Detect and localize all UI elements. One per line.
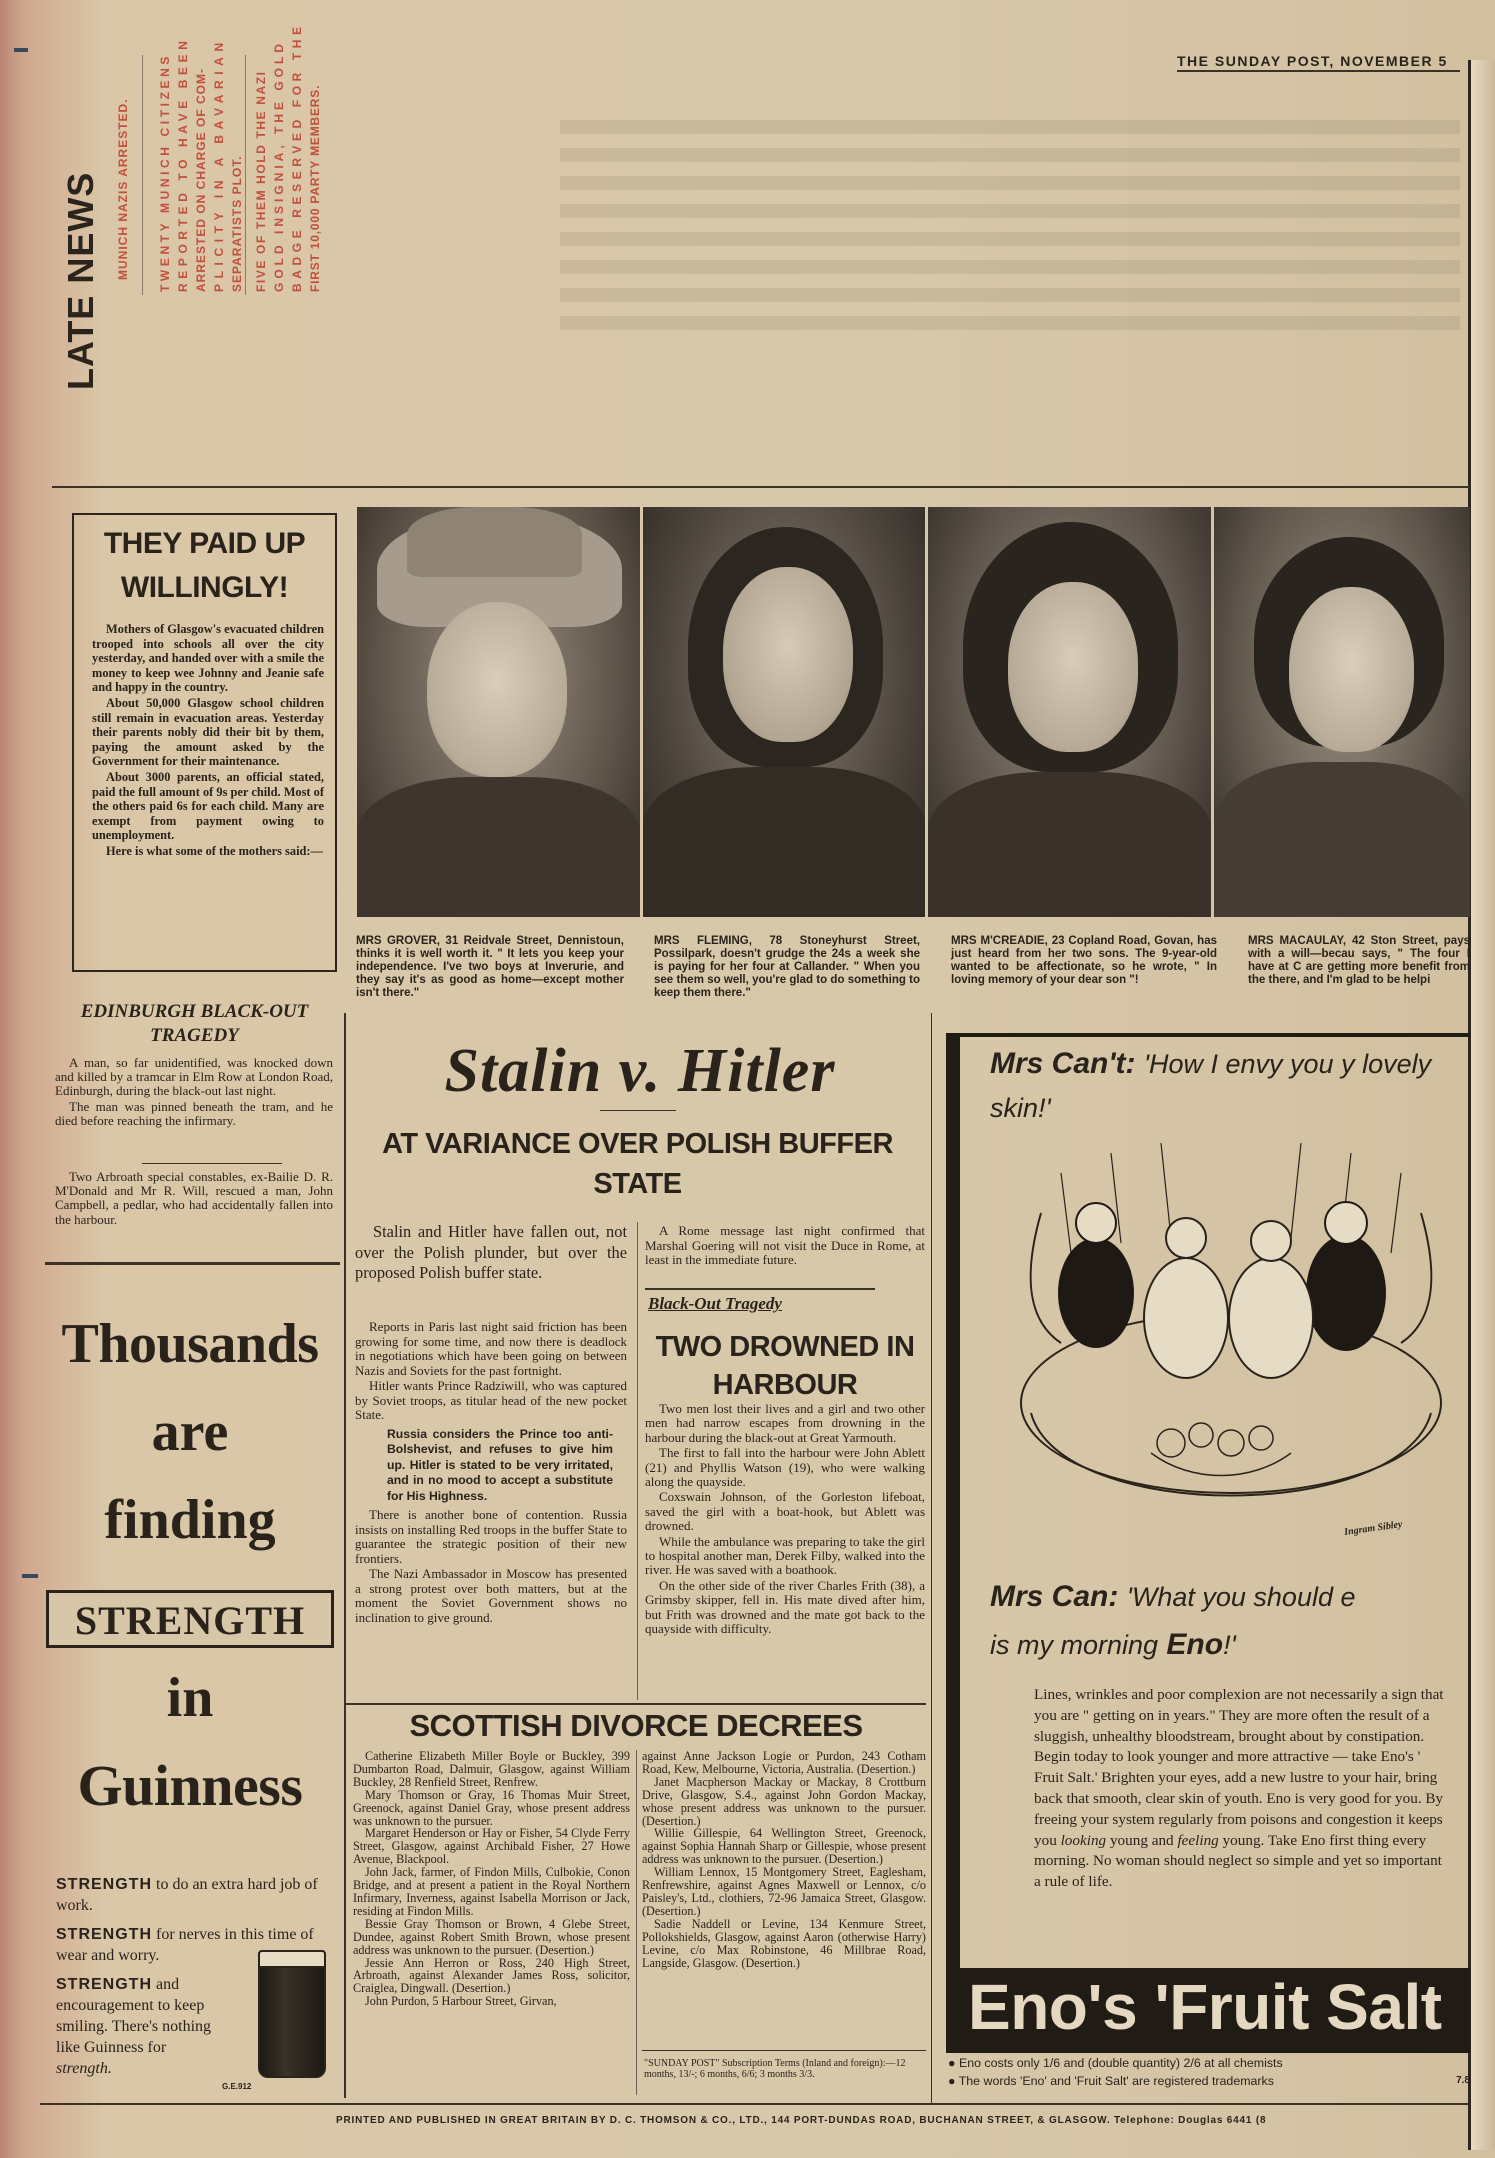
decree: Catherine Elizabeth Miller Boyle or Buckley, 399 Dumbarton Road, Dalmuir, Glasgow, against William Buckley, 28 Renfield Street, Renfrew. [353,1749,630,1789]
strength-text: for nerves in this time of wear and worry. [56,1926,314,1964]
eno-banner [946,1968,1470,2053]
eno-can-quote: is my morning [990,1630,1159,1660]
stalin-subhead [355,1124,920,1204]
running-head-rule [1177,70,1460,72]
strength-box [46,1590,334,1648]
guinness-line: Thousands [61,1313,319,1375]
eno-can-quote: 'What you should e [1126,1582,1356,1612]
headline-rule [600,1110,676,1111]
glass-head [258,1950,326,1968]
paragraph: The Nazi Ambassador in Moscow has presented a strong protest over both matters, but at the moment the Soviet Government shows no inclination to give ground. [355,1566,627,1625]
photo-mrs-fleming [643,507,925,917]
decree: Janet Macpherson Mackay or Mackay, 8 Crottburn Drive, Glasgow, S.4., against John Gordon Mackay, whose present address was unknown to the pursuer. (Desertion.) [642,1774,926,1828]
eno-can-quote: !' [1223,1630,1236,1660]
decree: Willie Gillespie, 64 Wellington Street, Greenock, against Sophia Hannah Sharp or Gillespie, whose present address was unknown to the pursuer. (Desertion.) [642,1826,926,1867]
strength-text-italic: strength. [56,2060,112,2077]
section-rule [52,486,1470,488]
guinness-strength-1 [56,1874,346,1916]
decree: Sadie Naddell or Levine, 134 Kenmure Street, Pollokshields, Glasgow, against Aaron (otherwise Harry) Levine, c/o Max Robinstone, 46 Millbrae Road, Langside, Glasgow. (Desertion.) [642,1916,926,1970]
photo-caption: MRS M'CREADIE, 23 Copland Road, Govan, has just heard from her two sons. The 9-year-old wanted to be affectionate, so he wrote, " In loving memory of your dear son "! [951,935,1217,986]
photo-caption: MRS MACAULAY, 42 Ston Street, pays with a will—becau says, " The four I have at C are getting more benefit from the there, and I'm glad to be helpi [1248,935,1470,986]
eno-can-speaker: Mrs Can: [990,1580,1119,1613]
decree: against Anne Jackson Logie or Purdon, 243 Cotham Road, Kew, Melbourne, Victoria, Australia. (Desertion.) [642,1749,926,1776]
photo-caption: MRS FLEMING, 78 Stoneyhurst Street, Possilpark, doesn't grudge the 24s a week she is paying for her four at Callander. " When you see them so well, you're glad to do something to keep them there." [654,935,920,999]
paragraph: About 50,000 Glasgow school children still remain in evacuation areas. Yesterday their parents nobly did their bit by them, paying the amount asked by the Government for their maintenance. [92,695,324,769]
late-news-line: ARRESTED ON CHARGE OF COM- [194,68,208,292]
eno-illustration [1001,1143,1461,1563]
column-rule [45,1262,340,1265]
paid-up-title-line: THEY PAID UP [103,527,306,560]
photo-mrs-grover [357,507,640,917]
eno-note [948,2054,1470,2090]
strength-key: STRENGTH [56,1976,152,1993]
late-news-line: TWENTY MUNICH CITIZENS [158,53,172,292]
scan-mark [14,48,28,52]
paragraph: A man, so far unidentified, was knocked down and killed by a tramcar in Elm Row at London Road, Edinburgh, during the black-out last night. [55,1055,333,1099]
eno-body-text: young and [1109,1831,1174,1849]
eno-cant-line [990,1042,1470,1130]
eno-body-text: young. Take Eno first thing every morning. No woman should neglect so simple and yet so important a rule of life. [1034,1831,1442,1891]
guinness-line: in [166,1667,214,1729]
left-binding-edge [0,0,22,2158]
guinness-strength-3 [56,1974,226,2079]
column-rule [637,1222,638,1700]
photo-mrs-mcreadie [928,507,1211,917]
eno-code: 7.8 [1456,2075,1470,2086]
bullet-icon: ● [948,2056,956,2070]
eno-body-emph: feeling [1177,1831,1219,1849]
column-rule [344,1013,346,2098]
divorce-col-2 [642,1750,926,1969]
late-news-heading: MUNICH NAZIS ARRESTED. [116,98,130,280]
footer-imprint: PRINTED AND PUBLISHED IN GREAT BRITAIN BY D. C. THOMSON & CO., LTD., 144 PORT-DUNDAS ROAD, BUCHANAN STREET, & GLASGOW. Telephone: Douglas 6441 (8 [336,2115,1267,2126]
edinburgh-body [55,1056,333,1129]
eno-can-quote-eno: Eno [1166,1628,1224,1661]
drowned-headline-line: HARBOUR [712,1369,858,1401]
paragraph: The first to fall into the harbour were John Ablett (21) and Phyllis Watson (19), who were walking along the quayside. [645,1445,925,1490]
photo-mrs-macaulay [1214,507,1470,917]
running-head: THE SUNDAY POST, NOVEMBER 5 [1177,53,1448,69]
eno-border-left [946,1033,960,1968]
eno-note-text: Eno costs only 1/6 and (double quantity) 2/6 at all chemists [958,2056,1283,2070]
decree: William Lennox, 15 Montgomery Street, Eaglesham, Renfrewshire, against Agnes Maxwell or Lennox, c/o Paisley's, Ltd., clothiers, 72-96 Jamaica Street, Glasgow. (Desertion.) [642,1865,926,1918]
late-news-line: PLICITY IN A BAVARIAN [212,37,226,292]
guinness-line: are [151,1401,229,1463]
edinburgh-title [52,1000,337,1048]
divorce-col-1 [353,1750,630,2008]
guinness-ad [40,1290,340,2100]
paragraph-bold: Russia considers the Prince too anti-Bolshevist, and refuses to give him up. Hitler is stated to be very irritated, and in no mood to accept a substitute for His Highness. [387,1426,613,1503]
guinness-line: finding [104,1489,276,1551]
paid-up-title-line: WILLINGLY! [120,571,289,604]
paragraph: Reports in Paris last night said friction has been growing for some time, and now there is deadlock in negotiations which have been going on between Nazis and Soviets for the past fortnight. [355,1319,627,1378]
subscription-terms: "SUNDAY POST" Subscription Terms (Inland and foreign):—12 months, 13/-; 6 months, 6/6; 3 months 3/3. [644,2058,906,2080]
eno-body-emph: looking [1060,1831,1107,1849]
footer-rule [40,2103,1470,2105]
eno-border-top [946,1033,1470,1037]
guinness-code: G.E.912 [222,2082,252,2091]
eno-can-line [990,1573,1470,1669]
late-news-line: BADGE RESERVED FOR THE [290,22,304,292]
eno-cant-speaker: Mrs Can't: [990,1047,1136,1080]
drowned-headline [645,1328,925,1404]
drowned-headline-line: TWO DROWNED IN [655,1331,915,1363]
column-rule [636,1750,637,2095]
eno-note-line [948,2072,1470,2090]
guinness-line: Guinness [77,1753,303,1818]
eno-signature: Ingram Sibley [1343,1518,1404,1539]
paragraph: There is another bone of contention. Russia insists on installing Red troops in the buffer State to guarantee the strategic position of their new frontiers. [355,1507,627,1566]
paragraph: About 3000 parents, an official stated, paid the full amount of 9s per child. Most of the others paid 6s for each child. Many are exempt from payment owing to unemployment. [92,769,324,843]
strength-text: and encouragement to keep smiling. There's nothing like Guinness for [56,1976,212,2056]
eno-note-text: The words 'Eno' and 'Fruit Salt' are registered trademarks [958,2074,1274,2088]
guinness-glass [258,1950,326,2078]
eno-note-line [948,2054,1470,2072]
eno-banner-text: Eno's 'Fruit Salt [968,1971,1442,2043]
section-rule [346,1703,926,1705]
eno-cant-quote: 'How I envy you y lovely skin!' [990,1049,1432,1123]
edinburgh-divider [142,1163,282,1164]
bullet-icon: ● [948,2074,956,2088]
scan-mark [22,1574,38,1578]
drowned-body [645,1402,925,1638]
kicker-rule [645,1288,875,1290]
stalin-subhead-line: STATE [593,1168,682,1200]
stalin-subhead-line: AT VARIANCE OVER POLISH BUFFER [382,1128,893,1160]
paragraph: Two men lost their lives and a girl and two other men had narrow escapes from drowning in the harbour during the black-out at Great Yarmouth. [645,1401,925,1445]
drowned-kicker: Black-Out Tragedy [648,1294,782,1313]
late-news-line: REPORTED TO HAVE BEEN [176,36,190,292]
paragraph: On the other side of the river Charles Frith (38), a Grimsby skipper, fell in. His mate dived after him, but Frith was drowned and the mate got back to the quayside with difficulty. [645,1577,925,1637]
late-news-line: SEPARATISTS PLOT. [230,155,244,292]
decree: John Jack, farmer, of Findon Mills, Culbokie, Conon Bridge, and at present a patient in the Royal Northern Infirmary, Inverness, against Isabella Morrison or Jack, residing at Findon Mills. [353,1865,630,1918]
paragraph: Hitler wants Prince Radziwill, who was captured by Soviet troops, as titular head of the new pocket State. [355,1378,627,1422]
edinburgh-title-line: TRAGEDY [150,1025,239,1046]
paid-up-body [92,622,324,860]
decree: Mary Thomson or Gray, 16 Thomas Muir Street, Greenock, against Daniel Gray, whose present address was unknown to the pursuer. [353,1787,630,1828]
photo-caption: MRS GROVER, 31 Reidvale Street, Dennistoun, thinks it is well worth it. " It lets you keep your independence. I've two boys at Inverurie, and they say it's as good as home—except mother isn't there." [356,935,624,999]
decree: Margaret Henderson or Hay or Fisher, 54 Clyde Ferry Street, Glasgow, against Archibald Fisher, 27 Howe Avenue, Blackpool. [353,1826,630,1867]
paid-up-title [72,522,337,610]
late-news-line: FIRST 10,000 PARTY MEMBERS. [308,84,322,292]
subscription-rule [642,2050,926,2051]
late-news-divider [245,55,246,295]
edinburgh-title-line: EDINBURGH BLACK-OUT [80,1001,309,1022]
column-rule [931,1013,932,2103]
faded-bleed-through [560,110,1460,330]
decree: John Purdon, 5 Harbour Street, Girvan, [365,1994,557,2009]
paragraph: Mothers of Glasgow's evacuated children trooped into schools all over the city yesterday, and handed over with a smile the money to keep wee Johnny and Jeanie safe and happy in the country. [92,622,324,695]
rome-item: A Rome message last night confirmed that Marshal Goering will not visit the Duce in Rome, at least in the immediate future. [645,1223,925,1267]
eno-body-text: Lines, wrinkles and poor complexion are not necessarily a sign that you are " getting on in years." They are more often the result of a sluggish, unhealthy bloodstream, brought about by constipation. Begin today to look younger and more attractive — take Eno's ' Fruit Salt.' Brighten your eyes, add a new lustre to your hair, bring back that smooth, clear skin of youth. Eno is very good for you. By freeing your system regularly from poisons and congestion it keeps you [1034,1686,1444,1849]
decree: Jessie Ann Herron or Ross, 240 High Street, Arbroath, against Alexander James Ross, solicitor, Craiglea, Dingwall. (Desertion.) [353,1955,630,1996]
strength-key: STRENGTH [56,1876,152,1893]
paragraph: Here is what some of the mothers said:— [106,843,323,858]
strength-box-label: STRENGTH [74,1598,306,1643]
strength-key: STRENGTH [56,1926,152,1943]
paragraph: Coxswain Johnson, of the Gorleston lifeboat, saved the girl with a boat-hook, but Ablett was drowned. [645,1489,925,1534]
divorce-headline: SCOTTISH DIVORCE DECREES [409,1708,863,1743]
stalin-headline: Stalin v. Hitler [444,1037,836,1105]
arbroath-body [55,1170,333,1228]
late-news-label: LATE NEWS [60,171,101,390]
paragraph: Two Arbroath special constables, ex-Bailie D. R. M'Donald and Mr R. Will, rescued a man, John Campbell, a pedlar, who had accidentally fallen into the harbour. [55,1169,333,1227]
eno-body [1034,1685,1452,1893]
late-news-line: GOLD INSIGNIA, THE GOLD [272,39,286,292]
stalin-body [355,1320,627,1626]
decree: Bessie Gray Thomson or Brown, 4 Glebe Street, Dundee, against Robert Smith Brown, whose present address was unknown to the pursuer. (Desertion.) [353,1916,630,1957]
stalin-lead: Stalin and Hitler have fallen out, not over the Polish plunder, but over the proposed Polish buffer state. [355,1222,627,1282]
late-news-line: FIVE OF THEM HOLD THE NAZI [254,70,268,292]
late-news-divider [142,55,143,295]
paragraph: The man was pinned beneath the tram, and he died before reaching the infirmary. [55,1098,333,1128]
eno-ad [946,1033,1470,2101]
paragraph: While the ambulance was preparing to take the girl to hospital another man, Derek Filby, walked into the river. He was saved with a boathook. [645,1533,925,1578]
strength-text: to do an extra hard job of work. [56,1876,318,1914]
adjacent-page-edge [1468,60,1495,2150]
